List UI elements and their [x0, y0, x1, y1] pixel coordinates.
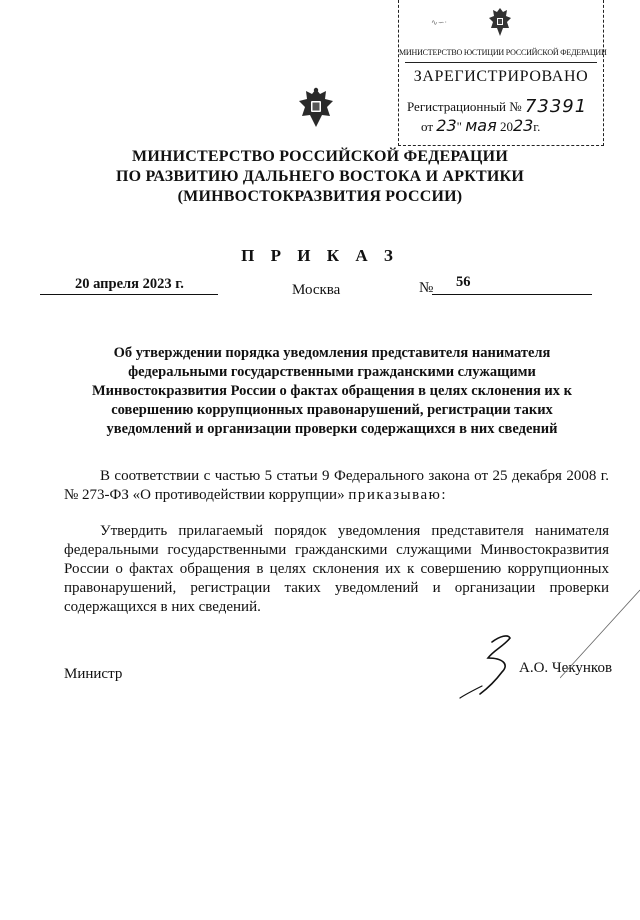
signer-name: А.О. Чекунков: [519, 660, 613, 676]
seal-scribble-icon: ∿∽·: [431, 18, 448, 27]
stamp-date-row: от 23" мая 2023г.: [421, 116, 541, 135]
coat-of-arms-small-icon: [487, 6, 513, 38]
ministry-name-line-2: ПО РАЗВИТИЮ ДАЛЬНЕГО ВОСТОКА И АРКТИКИ: [116, 168, 524, 185]
scan-artifact-line: [560, 560, 640, 680]
stamp-day: 23: [436, 116, 457, 135]
stamp-divider: [405, 62, 597, 63]
order-date: 20 апреля 2023 г.: [75, 276, 184, 292]
stamp-registration-number: 73391: [524, 96, 588, 117]
preamble-paragraph: [64, 467, 609, 505]
ministry-name-line-1: МИНИСТЕРСТВО РОССИЙСКОЙ ФЕДЕРАЦИИ: [132, 148, 508, 165]
stamp-ministry-name: МИНИСТЕРСТВО ЮСТИЦИИ РОССИЙСКОЙ ФЕДЕРАЦИИ: [399, 48, 607, 57]
preamble-text: В соответствии с частью 5 статьи 9 Федерального закона от 25 декабря 2008 г. № 273-ФЗ «О противодействии коррупции»: [64, 468, 609, 503]
stamp-year-suffix: 23: [512, 116, 534, 135]
coat-of-arms-icon: [296, 86, 336, 130]
order-number: 56: [456, 274, 471, 290]
preamble-verb: приказываю:: [348, 487, 448, 503]
order-number-sign: №: [419, 280, 434, 296]
order-date-underline: [40, 294, 218, 295]
signer-title: Министр: [64, 666, 123, 682]
order-title: П Р И К А З: [241, 246, 399, 265]
order-number-underline: [432, 294, 592, 295]
body-paragraph: Утвердить прилагаемый порядок уведомления представителя нанимателя федеральными государственными гражданскими служащими Минвостокразвития России о фактах обращения в целях склонения их к совершению коррупционных правонарушений, регистрации таких уведомлений и организации проверки содержащихся в них сведений.: [64, 523, 609, 615]
ministry-short-name: (МИНВОСТОКРАЗВИТИЯ РОССИИ): [177, 188, 463, 205]
registration-stamp: [398, 0, 607, 146]
stamp-registration-label: Регистрационный №: [407, 99, 522, 114]
stamp-year-end: г.: [533, 119, 541, 134]
order-city: Москва: [292, 282, 341, 298]
stamp-registration-number-row: [407, 95, 587, 116]
stamp-registered-label: ЗАРЕГИСТРИРОВАНО: [413, 68, 589, 85]
stamp-month: мая: [465, 116, 497, 135]
order-subject: Об утверждении порядка уведомления представителя нанимателя федеральными государственными гражданскими служащими Минвостокразвития России о фактах обращения в целях склонения их к совершению коррупционных правонарушений, регистрации таких уведомлений и организации проверки содержащихся в них сведений: [91, 345, 572, 437]
stamp-date-prefix: от: [421, 119, 434, 134]
stamp-year-prefix: 20: [499, 119, 513, 134]
